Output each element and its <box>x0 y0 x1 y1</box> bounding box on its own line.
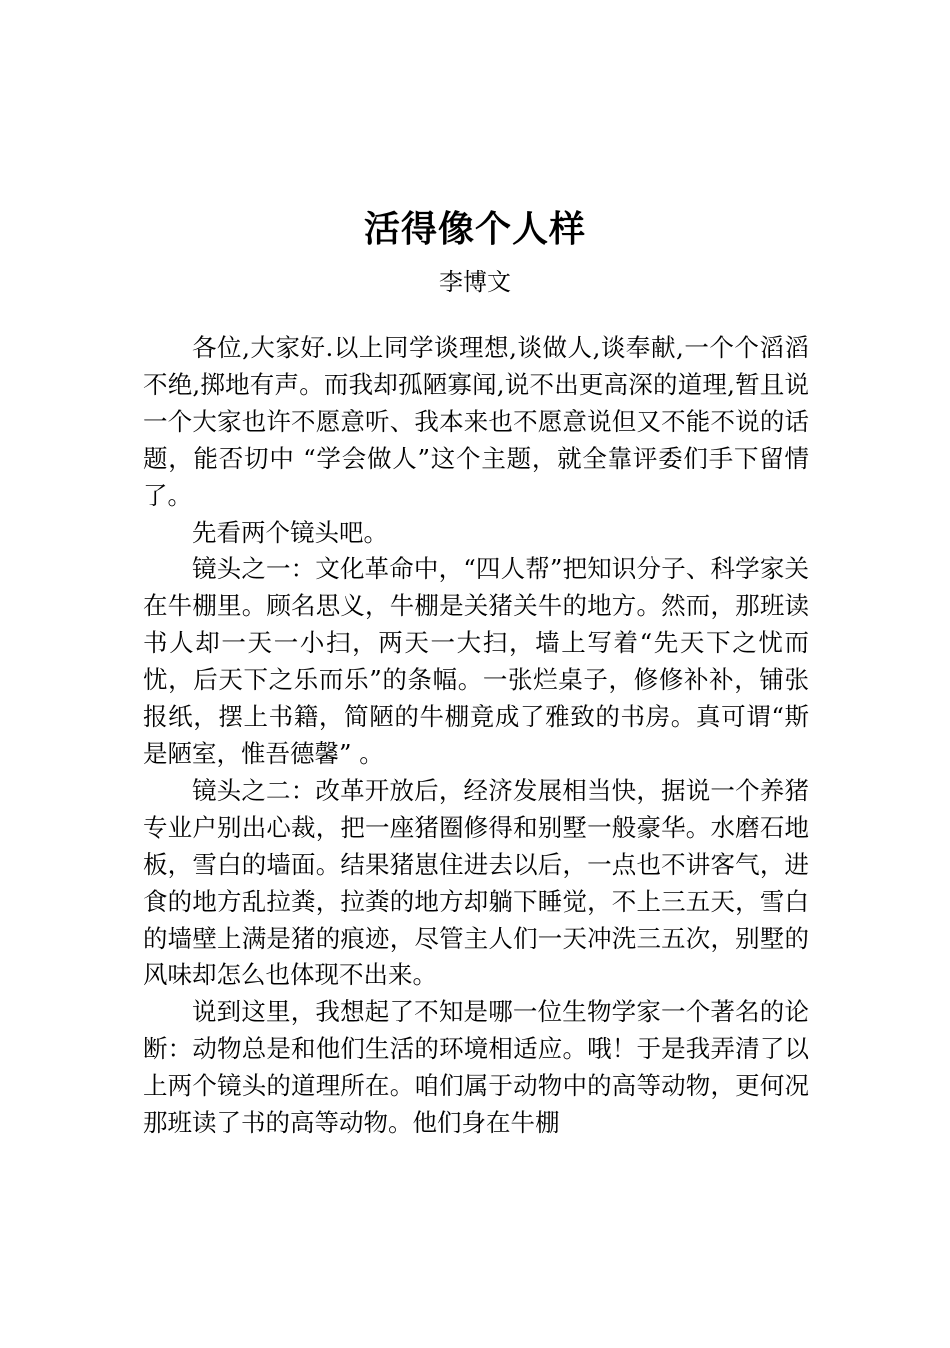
paragraph: 镜头之二：改革开放后，经济发展相当快，据说一个养猪专业户别出心裁，把一座猪圈修得和别墅一般豪华。水磨石地板，雪白的墙面。结果猪崽住进去以后，一点也不讲客气，进食的地方乱拉粪，拉粪的地方却躺下睡觉，不上三五天，雪白的墙壁上满是猪的痕迹，尽管主人们一天冲洗三五次，别墅的风味却怎么也体现不出来。 <box>143 775 809 990</box>
document-title: 活得像个人样 <box>363 209 586 250</box>
paragraph: 各位,大家好.以上同学谈理想,谈做人,谈奉献,一个个滔滔不绝,掷地有声。而我却孤陋寡闻,说不出更高深的道理,暂且说一个大家也许不愿意听、我本来也不愿意说但又不能不说的话题，能否切中 “学会做人”这个主题，就全靠评委们手下留情了。 <box>143 333 809 510</box>
document-author: 李博文 <box>439 268 511 296</box>
paragraph: 说到这里，我想起了不知是哪一位生物学家一个著名的论断：动物总是和他们生活的环境相适应。哦！于是我弄清了以上两个镜头的道理所在。咱们属于动物中的高等动物，更何况那班读了书的高等动物。他们身在牛棚 <box>143 997 809 1138</box>
paragraph: 镜头之一：文化革命中，“四人帮”把知识分子、科学家关在牛棚里。顾名思义，牛棚是关猪关牛的地方。然而，那班读书人却一天一小扫，两天一大扫，墙上写着“先天下之忧而忧，后天下之乐而乐”的条幅。一张烂桌子，修修补补，铺张报纸，摆上书籍，简陋的牛棚竟成了雅致的书房。真可谓“斯是陋室，惟吾德馨” 。 <box>143 554 809 768</box>
paragraph: 先看两个镜头吧。 <box>192 517 388 547</box>
document-body <box>143 330 809 1142</box>
